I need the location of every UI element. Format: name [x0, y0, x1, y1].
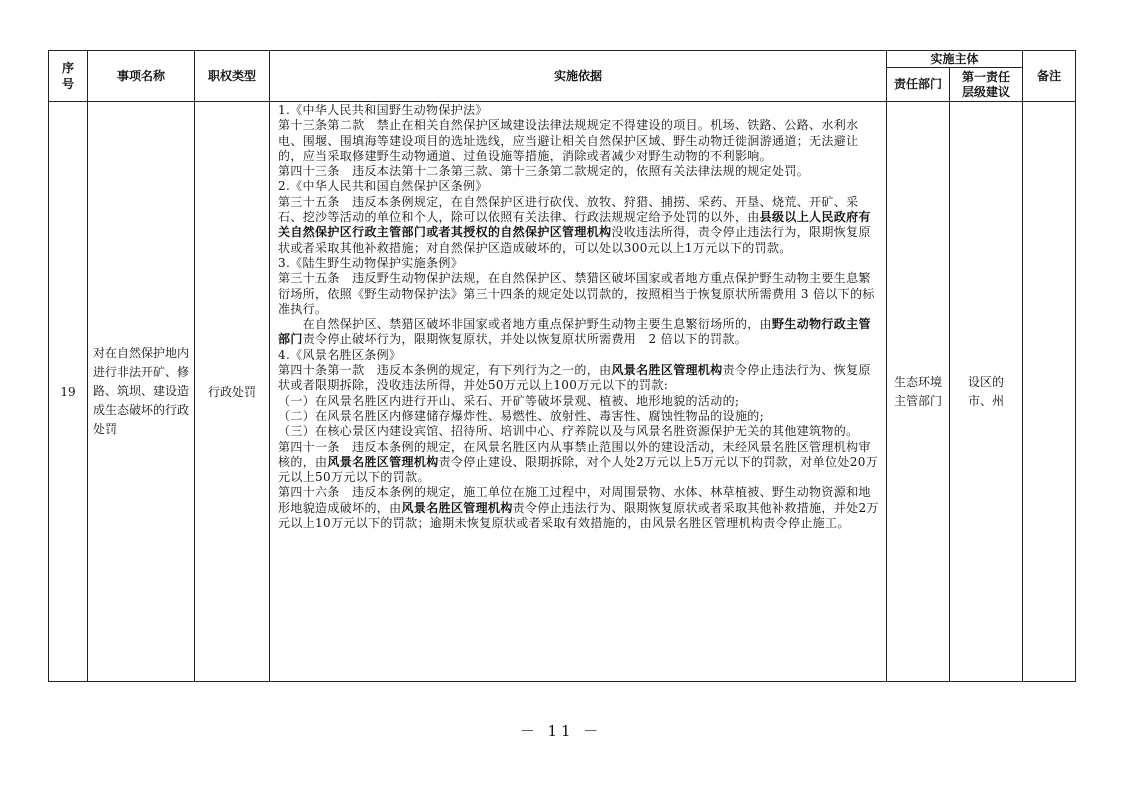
basis-emphasis: 风景名胜区管理机构	[327, 454, 439, 469]
basis-emphasis: 野生动物行政主管部门	[278, 317, 871, 347]
row-item-name: 对在自然保护地内进行非法开矿、修路、筑坝、建设造成生态破坏的行政处罚	[88, 102, 195, 682]
row-note	[1023, 102, 1076, 682]
basis-emphasis: 风景名胜区管理机构	[611, 363, 723, 378]
basis-paragraph	[278, 409, 880, 424]
basis-text: 没收违法所得，责令停止违法行为，限期恢复原状或者采取其他补救措施；对自然保护区造成破坏的，可以处以300元以上1万元以下的罚款。	[278, 225, 871, 255]
basis-text: 第四十三条 违反本法第十二条第三款、第十三条第二款规定的，依照有关法律法规的规定处罚。	[278, 164, 810, 179]
basis-emphasis: 县级以上人民政府有关自然保护区行政主管部门或者其授权的自然保护区管理机构	[278, 210, 871, 240]
header-dept: 责任部门	[887, 68, 950, 102]
basis-paragraph	[278, 179, 880, 194]
basis-text: 第四十六条 违反本条例的规定，施工单位在施工过程中，对周围景物、水体、林草植被、野生动物资源和地形地貌造成破坏的，由	[278, 485, 871, 515]
table-row	[49, 102, 1076, 682]
authority-table	[48, 50, 1076, 682]
row-seq: 19	[49, 102, 88, 682]
basis-text: （一）在风景名胜区内进行开山、采石、开矿等破坏景观、植被、地形地貌的活动的;	[278, 393, 740, 408]
basis-paragraph	[278, 195, 880, 256]
basis-paragraph	[278, 164, 880, 179]
basis-text: 责令停止违法行为、恢复原状或者限期拆除，没收违法所得，并处50万元以上100万元以下的罚款:	[278, 363, 871, 393]
basis-paragraph	[278, 118, 880, 164]
basis-paragraph	[278, 348, 880, 363]
basis-text: 1.《中华人民共和国野生动物保护法》	[278, 103, 488, 117]
header-level: 第一责任 层级建议	[950, 68, 1023, 102]
row-power-type: 行政处罚	[195, 102, 270, 682]
basis-emphasis: 风景名胜区管理机构	[401, 500, 513, 515]
basis-paragraph	[278, 271, 880, 317]
row-dept: 生态环境 主管部门	[887, 102, 950, 682]
basis-text: 责令停止违法行为、限期恢复原状或者采取其他补救措施，并处2万元以上10万元以下的罚款；逾期未恢复原状或者采取有效措施的，由风景名胜区管理机构责令停止施工。	[278, 500, 879, 531]
basis-text: 第四十一条 违反本条例的规定，在风景名胜区内从事禁止范围以外的建设活动，未经风景名胜区管理机构审核的，由	[278, 439, 871, 469]
basis-text: （三）在核心景区内建设宾馆、招待所、培训中心、疗养院以及与风景名胜资源保护无关的其他建筑物的。	[278, 424, 859, 439]
basis-text: 责令停止建设、限期拆除，对个人处2万元以上5万元以下的罚款，对单位处20万元以上50万元以下的罚款。	[278, 454, 879, 485]
basis-text: 第三十五条 违反野生动物保护法规，在自然保护区、禁猎区破坏国家或者地方重点保护野生动物主要生息繁衍场所，依照《野生动物保护法》第三十四条的规定处以罚款的，按照相当于恢复原状所需费用 3 倍以下的标准执行。	[278, 271, 875, 316]
basis-paragraph	[278, 256, 880, 271]
page-number: － 11 －	[519, 722, 603, 740]
basis-text: 2.《中华人民共和国自然保护区条例》	[278, 179, 488, 194]
basis-text: 在自然保护区、禁猎区破坏非国家或者地方重点保护野生动物主要生息繁衍场所的，由	[278, 317, 773, 332]
row-basis	[270, 102, 887, 682]
row-level: 设区的 市、州	[950, 102, 1023, 682]
basis-paragraph	[278, 485, 880, 531]
header-item-name: 事项名称	[88, 51, 195, 102]
basis-paragraph	[278, 424, 880, 439]
header-seq: 序 号	[49, 51, 88, 102]
basis-text: 3.《陆生野生动物保护实施条例》	[278, 255, 464, 270]
basis-text: 第四十条第一款 违反本条例的规定，有下列行为之一的，由	[278, 363, 612, 378]
header-basis: 实施依据	[270, 51, 887, 102]
basis-paragraph	[278, 317, 880, 348]
basis-text: 第三十五条 违反本条例规定，在自然保护区进行砍伐、放牧、狩猎、捕捞、采药、开垦、烧荒、开矿、采石、挖沙等活动的单位和个人，除可以依照有关法律、行政法规规定给予处罚的以外，由	[278, 194, 859, 225]
basis-paragraph	[278, 394, 880, 409]
basis-paragraph	[278, 103, 880, 118]
basis-text: 4.《风景名胜区条例》	[278, 347, 402, 362]
basis-text: 责令停止破坏行为，限期恢复原状，并处以恢复原状所需费用 2 倍以下的罚款。	[302, 332, 748, 347]
basis-paragraph	[278, 440, 880, 486]
basis-text: 第十三条第二款 禁止在相关自然保护区域建设法律法规规定不得建设的项目。机场、铁路、公路、水利水电、围堰、围填海等建设项目的选址选线，应当避让相关自然保护区域、野生动物迁徙洄游通道；无法避让的，应当采取修建野生动物通道、过鱼设施等措施，消除或者减少对野生动物的不利影响。	[278, 118, 859, 163]
header-power-type: 职权类型	[195, 51, 270, 102]
header-note: 备注	[1023, 51, 1076, 102]
basis-paragraph	[278, 363, 880, 394]
header-subject: 实施主体	[887, 51, 1023, 68]
basis-text: （二）在风景名胜区内修建储存爆炸性、易燃性、放射性、毒害性、腐蚀性物品的设施的;	[278, 408, 765, 423]
